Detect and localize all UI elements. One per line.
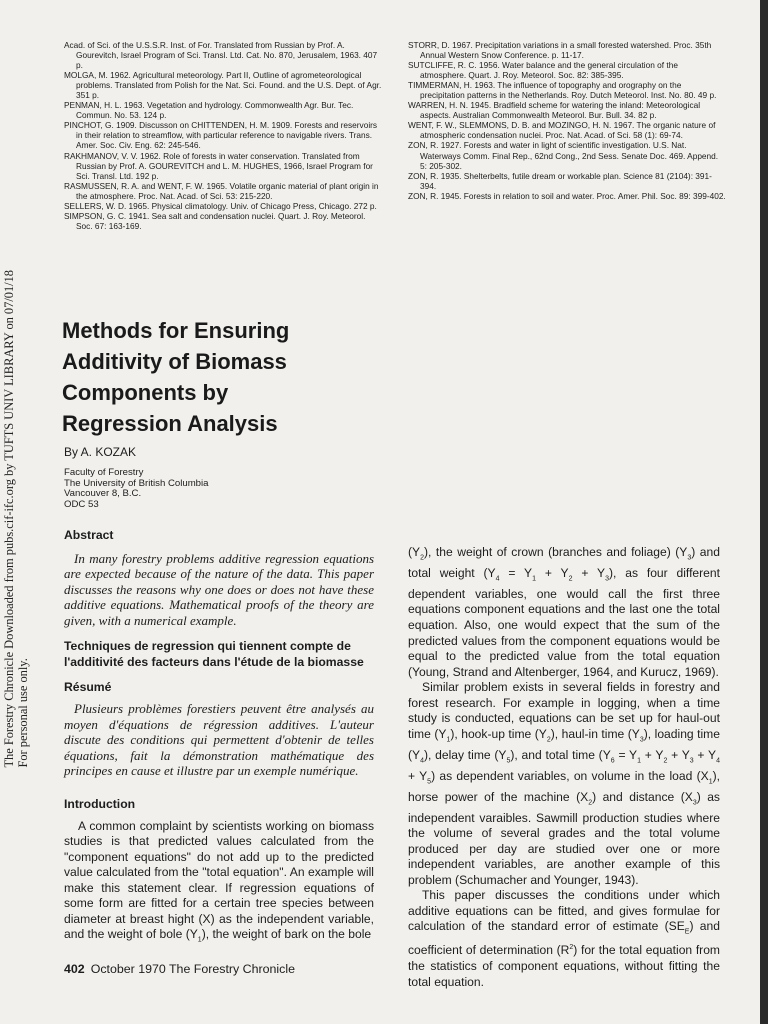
- reference-entry: ZON, R. 1927. Forests and water in light of scientific investigation. U.S. Nat. Waterways Comm. Final Rep., 62nd Cong., 2nd Sess. Senate Doc. 469. Append. 5: 205-302.: [408, 140, 719, 171]
- title-line: Methods for Ensuring: [62, 318, 290, 343]
- references-right-column: [408, 40, 726, 201]
- french-title: Techniques de regression qui tiennent compte de l'additivité des facteurs dans l'étude de la biomasse: [64, 638, 364, 669]
- body-paragraph-1: $(Y_2)$, the weight of crown (branches and foliage) $(Y_3)$ and total weight $(Y_4 = Y_1 + Y_2 + Y_3)$, as four different dependent variables, one would call the first three equations component equations and the last one the total equation. Also, one would expect that the sum of the predicted values from the component equations would be equal to the predicted value from the total equation (Young, Strand and Altenberger, 1964, and Kurucz, 1969).: [408, 545, 720, 679]
- abstract-text: In many forestry problems additive regression equations are expected because of the nature of the data. This paper discusses the reasons why one does or does not have these additive equations. Mathematical proofs of the theory are given, with a numerical example.: [64, 550, 374, 628]
- article-right-column: [408, 545, 720, 990]
- reference-entry: MOLGA, M. 1962. Agricultural meteorology. Part II, Outline of agrometeorological problems. Translated from Polish for the Nat. Sci. Found. and the U.S. Dept. of Agr. 351 p.: [64, 70, 382, 101]
- reference-entry: STORR, D. 1967. Precipitation variations in a small forested watershed. Proc. 35th Annual Western Snow Conference. p. 11-17.: [408, 40, 712, 61]
- abstract-heading: Abstract: [64, 528, 114, 542]
- affiliation-line: ODC 53: [64, 498, 99, 510]
- page-number: 402: [64, 962, 85, 976]
- article-left-column: [64, 528, 374, 948]
- reference-entry: RASMUSSEN, R. A. and WENT, F. W. 1965. Volatile organic material of plant origin in the atmosphere. Proc. Nat. Acad. of Sci. 53: 215-220.: [64, 180, 379, 201]
- resume-text: Plusieurs problèmes forestiers peuvent être analysés au moyen d'équations de régression additives. L'auteur discute des conditions qui permettent d'obtenir de telles équations, fait la démonstration mathématique des principes en cause et illustre par un exemple numérique.: [64, 701, 374, 779]
- reference-entry: Acad. of Sci. of the U.S.S.R. Inst. of For. Translated from Russian by Prof. A. Gourevitch, Israel Program of Sci. Transl. Ltd. Cat. No. 870, Jerusalem, 1963. 407 p.: [64, 40, 378, 71]
- reference-entry: SELLERS, W. D. 1965. Physical climatology. Univ. of Chicago Press, Chicago. 272 p.: [64, 200, 377, 211]
- author-byline: By A. KOZAK: [64, 445, 137, 459]
- introduction-paragraph: [64, 819, 374, 949]
- reference-entry: PENMAN, H. L. 1963. Vegetation and hydrology. Commonwealth Agr. Bur. Tec. Commun. No. 53. 124 p.: [64, 100, 354, 121]
- reference-entry: RAKHMANOV, V. V. 1962. Role of forests in water conservation. Translated from Russian by Prof. A. GOUREVITCH and L. M. HUGHES, 1966, Israel Program for Sci. Transl. Ltd. 192 p.: [64, 150, 373, 181]
- journal-issue: October 1970 The Forestry Chronicle: [90, 962, 295, 976]
- intro-text-part: ), the weight of bark on the bole: [201, 927, 372, 942]
- affiliation-line: The University of British Columbia: [64, 477, 209, 489]
- article-title: [62, 315, 362, 439]
- scan-edge: [760, 0, 768, 1024]
- body-paragraph-3: This paper discusses the conditions under which additive equations can be fitted, and gives formulae for calculation of the standard error of estimate $(SE_E)$ and coefficient of determination $(R^2)$ for the total equation from the statistics of component equations, without fitting the total equation.: [408, 888, 721, 989]
- affiliation-line: Vancouver 8, B.C.: [64, 488, 142, 500]
- affiliation-line: Faculty of Forestry: [64, 467, 144, 478]
- watermark-line-1: The Forestry Chronicle Downloaded from pubs.cif-ifc.org by TUFTS UNIV LIBRARY on 07/01/18: [2, 270, 16, 768]
- reference-entry: SIMPSON, G. C. 1941. Sea salt and condensation nuclei. Quart. J. Roy. Meteorol. Soc. 67: 163-169.: [64, 210, 366, 231]
- reference-entry: WENT, F. W., SLEMMONS, D. B. and MOZINGO, H. N. 1967. The organic nature of atmospheric condensation nuclei. Proc. Nat. Acad. of Sci. 58 (1): 69-74.: [408, 120, 716, 141]
- title-line: Components by: [62, 380, 229, 405]
- watermark-line-2: For personal use only.: [16, 658, 30, 768]
- reference-entry: ZON, R. 1945. Forests in relation to soil and water. Proc. Amer. Phil. Soc. 89: 399-402.: [408, 190, 726, 201]
- title-line: Regression Analysis: [62, 411, 278, 436]
- author-affiliation: [64, 468, 209, 510]
- reference-entry: ZON, R. 1935. Shelterbelts, futile dream or workable plan. Science 81 (2104): 391-394.: [408, 170, 712, 191]
- reference-entry: SUTCLIFFE, R. C. 1956. Water balance and the general circulation of the atmosphere. Quart. J. Roy. Meteorol. Soc. 82: 385-395.: [408, 60, 678, 81]
- resume-heading: Résumé: [64, 679, 112, 694]
- reference-entry: TIMMERMAN, H. 1963. The influence of topography and orography on the precipitation patterns in the Netherlands. Roy. Dutch Meteorol. Inst. No. 80. 49 p.: [408, 80, 717, 101]
- title-line: Additivity of Biomass: [62, 349, 287, 374]
- intro-text-part: A common complaint by scientists working on biomass studies is that predicted values calculated from the "component equations" do not add up to the predicted value calculated from the "total equation". An example will make this statement clear. If regression equations of some form are fitted for a certain tree species between diameter at breast hight (X) as the independent variable, and the weight of bole (Y: [64, 818, 374, 942]
- reference-entry: WARREN, H. N. 1945. Bradfield scheme for watering the inland: Meteorological aspects. Australian Commonwealth Meteorol. Bur. Bull. 34. 82 p.: [408, 100, 701, 121]
- download-watermark: [2, 270, 30, 768]
- references-left-column: [64, 40, 382, 231]
- body-paragraph-2: Similar problem exists in several fields in forestry and forest research. For example in logging, when a time study is conducted, equations can be set up for haul-out time $(Y_1)$, hook-up time $(Y_2)$, haul-in time $(Y_3)$, loading time $(Y_4)$, delay time $(Y_5)$, and total time $(Y_6 = Y_1 + Y_2 + Y_3 + Y_4 + Y_5)$ as dependent variables, on volume in the load $(X_1)$, horse power of the machine $(X_2)$ and distance $(X_3)$ as independent varaibles. Sawmill production studies where the volume of several grades and the total volume produced per day are studied over one or more independent variables, are another example of this problem (Schumacher and Younger, 1943).: [408, 680, 720, 887]
- page-footer: [64, 962, 295, 976]
- subscript: 1: [197, 936, 202, 944]
- reference-entry: PINCHOT, G. 1909. Discusson on CHITTENDEN, H. M. 1909. Forests and reservoirs in their relation to streamflow, with particular reference to navigable rivers. Trans. Amer. Soc. Civ. Eng. 62: 245-546.: [64, 120, 378, 151]
- introduction-heading: Introduction: [64, 797, 136, 812]
